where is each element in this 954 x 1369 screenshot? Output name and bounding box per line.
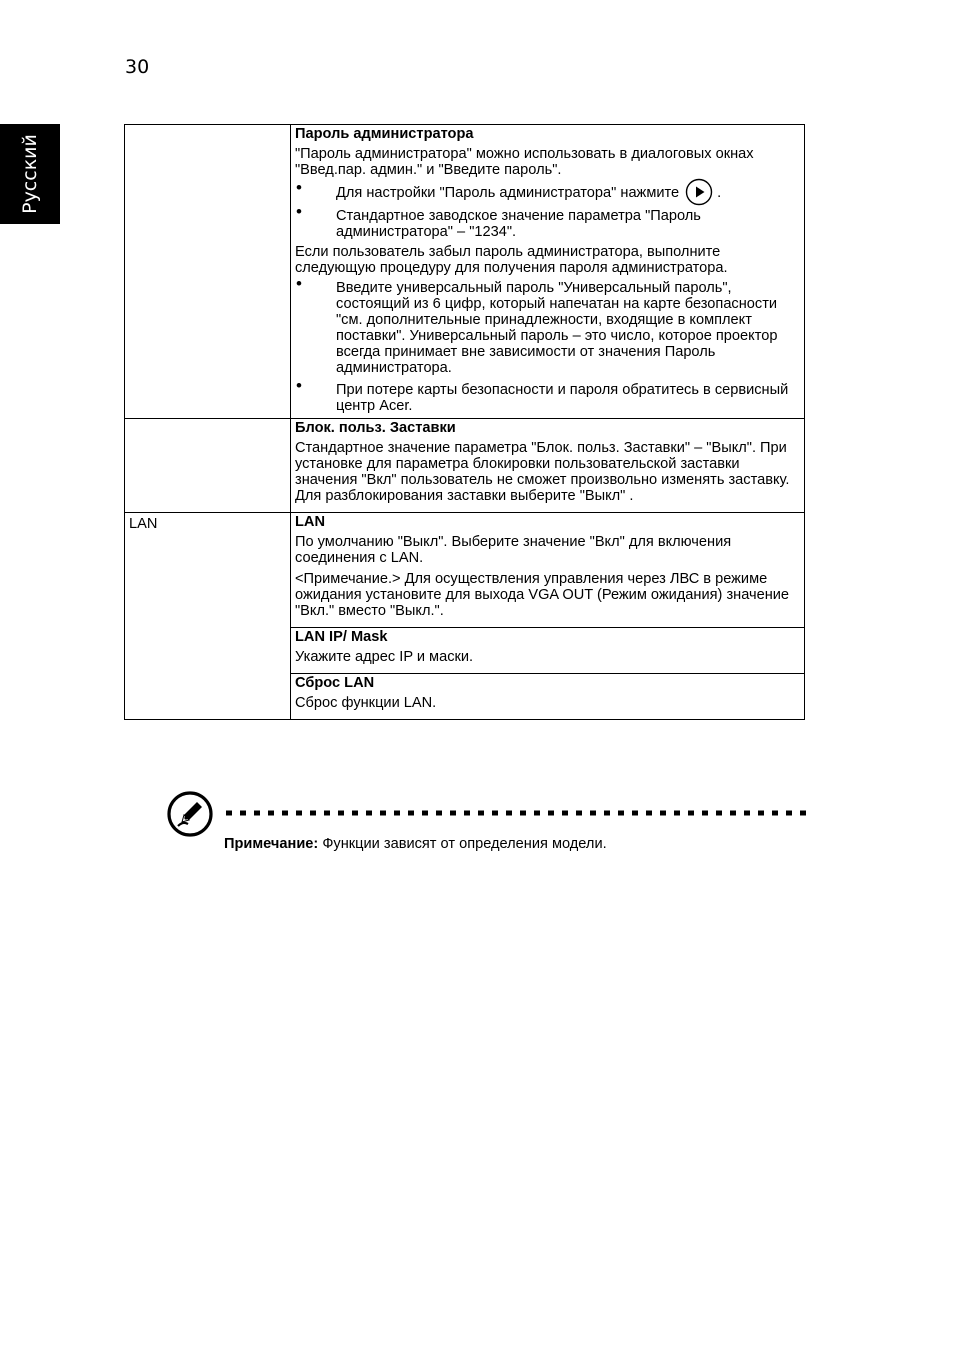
list-item	[295, 178, 800, 202]
list-item	[295, 274, 800, 376]
bullet-text: При потере карты безопасности и пароля обратитесь в сервисный центр Acer.	[336, 382, 789, 414]
row-name-cell	[125, 125, 291, 419]
screen-lock-cell	[291, 419, 805, 513]
list-item	[295, 202, 800, 240]
table-row-lan	[125, 513, 805, 628]
row-name-lan: LAN	[129, 516, 158, 532]
page-number: 30	[125, 56, 150, 78]
lan-title: LAN	[295, 514, 325, 530]
row-name	[129, 125, 286, 128]
row-name-cell	[125, 513, 291, 720]
note-separator	[226, 810, 811, 816]
row-name-cell	[125, 419, 291, 513]
bullet-icon: •	[296, 202, 302, 221]
admin-password-title: Пароль администратора	[295, 126, 474, 142]
lan-reset-cell	[291, 674, 805, 720]
language-tab	[0, 124, 60, 224]
bullet-text: Для настройки "Пароль администратора" нажмите	[336, 184, 680, 201]
play-button-icon	[685, 178, 713, 206]
bullet-text: Введите универсальный пароль "Универсальный пароль", состоящий из 6 цифр, который напечатан на карте безопасности "см. дополнительные принадлежности, входящие в комплект поставки". Универсальный пароль – это число, которое проектор всегда принимает вне зависимости от значения Пароль администратора.	[336, 280, 778, 376]
bullet-icon: •	[296, 376, 302, 395]
screen-lock-text: Стандартное значение параметра "Блок. польз. Заставки" – "Выкл". При установке для параметра блокировки пользовательской заставки значения "Вкл" пользователь не сможет произвольно изменять заставку. Для разблокирования заставки выберите "Выкл" .	[295, 440, 790, 504]
lan-reset-text: Сброс функции LAN.	[295, 695, 437, 711]
language-tab-label: Русский	[19, 134, 41, 214]
lan-cell	[291, 513, 805, 628]
note-text	[224, 836, 607, 852]
lan-ip-title: LAN IP/ Mask	[295, 629, 388, 645]
note-label: Примечание:	[224, 836, 319, 852]
row-name	[129, 419, 286, 422]
screen-lock-title: Блок. польз. Заставки	[295, 420, 456, 436]
pen-note-icon	[167, 791, 213, 837]
table-row-admin-password	[125, 125, 805, 419]
bullet-text: Стандартное заводское значение параметра "Пароль администратора" – "1234".	[336, 208, 701, 240]
note-body: Функции зависят от определения модели.	[318, 836, 607, 852]
admin-password-recovery-bullets	[295, 274, 800, 414]
lan-reset-title: Сброс LAN	[295, 675, 375, 691]
admin-password-bullets	[295, 178, 800, 240]
list-item	[295, 376, 800, 414]
table-row-screen-lock	[125, 419, 805, 513]
lan-ip-cell	[291, 628, 805, 674]
admin-password-forgot: Если пользователь забыл пароль администратора, выполните следующую процедуру для получения пароля администратора.	[295, 244, 728, 276]
lan-ip-text: Укажите адрес IP и маски.	[295, 649, 474, 665]
lan-text: По умолчанию "Выкл". Выберите значение "Вкл" для включения соединения с LAN.	[295, 534, 732, 566]
admin-password-intro: "Пароль администратора" можно использовать в диалоговых окнах "Введ.пар. админ." и "Введите пароль".	[295, 146, 754, 178]
bullet-icon: •	[296, 274, 302, 293]
bullet-tail: .	[717, 184, 722, 201]
admin-password-cell	[291, 125, 805, 419]
lan-note: <Примечание.> Для осуществления управления через ЛВС в режиме ожидания установите для выхода VGA OUT (Режим ожидания) значение "Вкл." вместо "Выкл.".	[295, 571, 790, 619]
settings-table	[124, 124, 805, 720]
bullet-icon: •	[296, 178, 302, 197]
